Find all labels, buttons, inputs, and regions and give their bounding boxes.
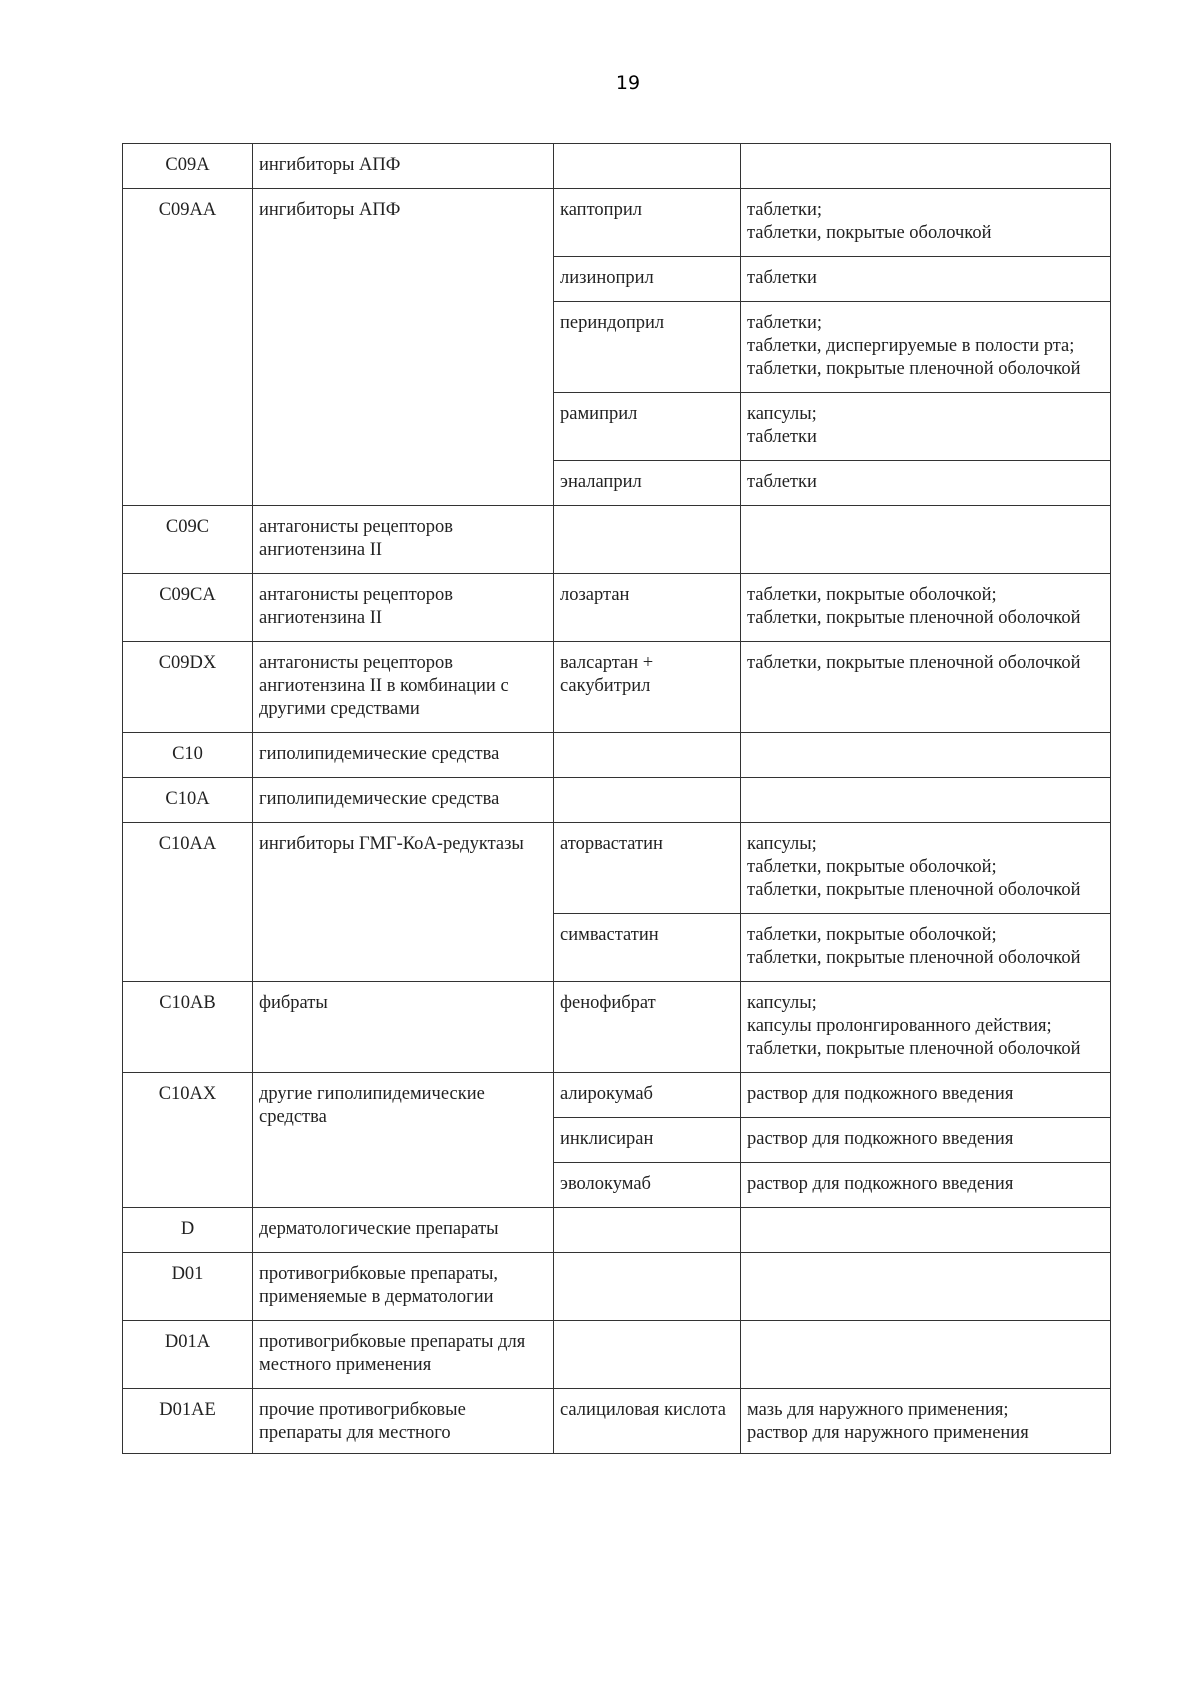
table-row xyxy=(123,574,1111,642)
drug-name xyxy=(554,778,741,823)
table-row xyxy=(123,982,1111,1073)
drug-name xyxy=(554,1253,741,1321)
group-name: антагонисты рецепторов ангиотензина II в комбинации с другими средствами xyxy=(253,642,554,733)
dosage-form: таблетки; таблетки, диспергируемые в полости рта; таблетки, покрытые пленочной оболочкой xyxy=(741,302,1111,393)
drug-name: лозартан xyxy=(554,574,741,642)
atc-code: C10AX xyxy=(123,1073,253,1208)
table-row xyxy=(123,506,1111,574)
dosage-form: таблетки, покрытые оболочкой; таблетки, покрытые пленочной оболочкой xyxy=(741,574,1111,642)
group-name: дерматологические препараты xyxy=(253,1208,554,1253)
drug-table xyxy=(122,143,1111,1454)
drug-name: эналаприл xyxy=(554,461,741,506)
drug-name xyxy=(554,733,741,778)
drug-name: инклисиран xyxy=(554,1118,741,1163)
drug-name: алирокумаб xyxy=(554,1073,741,1118)
atc-code: C09CA xyxy=(123,574,253,642)
group-name: противогрибковые препараты для местного применения xyxy=(253,1321,554,1389)
drug-name xyxy=(554,1321,741,1389)
atc-code: C10AA xyxy=(123,823,253,982)
dosage-form: капсулы; таблетки xyxy=(741,393,1111,461)
table-row xyxy=(123,1321,1111,1389)
table-row xyxy=(123,144,1111,189)
dosage-form: таблетки; таблетки, покрытые оболочкой xyxy=(741,189,1111,257)
table-row xyxy=(123,1073,1111,1118)
atc-code: C09AA xyxy=(123,189,253,506)
drug-name: рамиприл xyxy=(554,393,741,461)
page-number: 19 xyxy=(615,72,641,94)
atc-code: C09DX xyxy=(123,642,253,733)
drug-name: салициловая кислота xyxy=(554,1389,741,1454)
drug-name: каптоприл xyxy=(554,189,741,257)
atc-code: C10A xyxy=(123,778,253,823)
atc-code: D xyxy=(123,1208,253,1253)
group-name: ингибиторы АПФ xyxy=(253,144,554,189)
atc-code: D01A xyxy=(123,1321,253,1389)
group-name: ингибиторы АПФ xyxy=(253,189,554,506)
drug-name xyxy=(554,1208,741,1253)
group-name: прочие противогрибковые препараты для местного xyxy=(253,1389,554,1454)
drug-name: фенофибрат xyxy=(554,982,741,1073)
dosage-form xyxy=(741,1208,1111,1253)
atc-code: C10AB xyxy=(123,982,253,1073)
dosage-form: капсулы; таблетки, покрытые оболочкой; таблетки, покрытые пленочной оболочкой xyxy=(741,823,1111,914)
table-row xyxy=(123,823,1111,914)
dosage-form xyxy=(741,778,1111,823)
drug-name: валсартан + сакубитрил xyxy=(554,642,741,733)
dosage-form: раствор для подкожного введения xyxy=(741,1073,1111,1118)
table-row xyxy=(123,778,1111,823)
drug-name: периндоприл xyxy=(554,302,741,393)
atc-code: C10 xyxy=(123,733,253,778)
dosage-form: таблетки xyxy=(741,257,1111,302)
table-row xyxy=(123,1253,1111,1321)
table-row xyxy=(123,733,1111,778)
atc-code: D01 xyxy=(123,1253,253,1321)
drug-name: аторвастатин xyxy=(554,823,741,914)
dosage-form: таблетки, покрытые оболочкой; таблетки, покрытые пленочной оболочкой xyxy=(741,914,1111,982)
group-name: гиполипидемические средства xyxy=(253,778,554,823)
drug-name xyxy=(554,144,741,189)
dosage-form: капсулы; капсулы пролонгированного действия; таблетки, покрытые пленочной оболочкой xyxy=(741,982,1111,1073)
dosage-form xyxy=(741,144,1111,189)
dosage-form xyxy=(741,1253,1111,1321)
group-name: гиполипидемические средства xyxy=(253,733,554,778)
group-name: противогрибковые препараты, применяемые в дерматологии xyxy=(253,1253,554,1321)
table-row xyxy=(123,1389,1111,1454)
drug-name: эволокумаб xyxy=(554,1163,741,1208)
dosage-form: раствор для подкожного введения xyxy=(741,1163,1111,1208)
group-name: фибраты xyxy=(253,982,554,1073)
group-name: антагонисты рецепторов ангиотензина II xyxy=(253,506,554,574)
group-name: другие гиполипидемические средства xyxy=(253,1073,554,1208)
dosage-form xyxy=(741,1321,1111,1389)
drug-name xyxy=(554,506,741,574)
dosage-form xyxy=(741,506,1111,574)
table-row xyxy=(123,1208,1111,1253)
dosage-form: таблетки, покрытые пленочной оболочкой xyxy=(741,642,1111,733)
drug-name: лизиноприл xyxy=(554,257,741,302)
dosage-form: мазь для наружного применения; раствор для наружного применения xyxy=(741,1389,1111,1454)
table-row xyxy=(123,189,1111,257)
dosage-form: таблетки xyxy=(741,461,1111,506)
group-name: ингибиторы ГМГ-КоА-редуктазы xyxy=(253,823,554,982)
atc-code: C09C xyxy=(123,506,253,574)
drug-name: симвастатин xyxy=(554,914,741,982)
atc-code: D01AE xyxy=(123,1389,253,1454)
table-row xyxy=(123,642,1111,733)
dosage-form xyxy=(741,733,1111,778)
group-name: антагонисты рецепторов ангиотензина II xyxy=(253,574,554,642)
dosage-form: раствор для подкожного введения xyxy=(741,1118,1111,1163)
atc-code: C09A xyxy=(123,144,253,189)
